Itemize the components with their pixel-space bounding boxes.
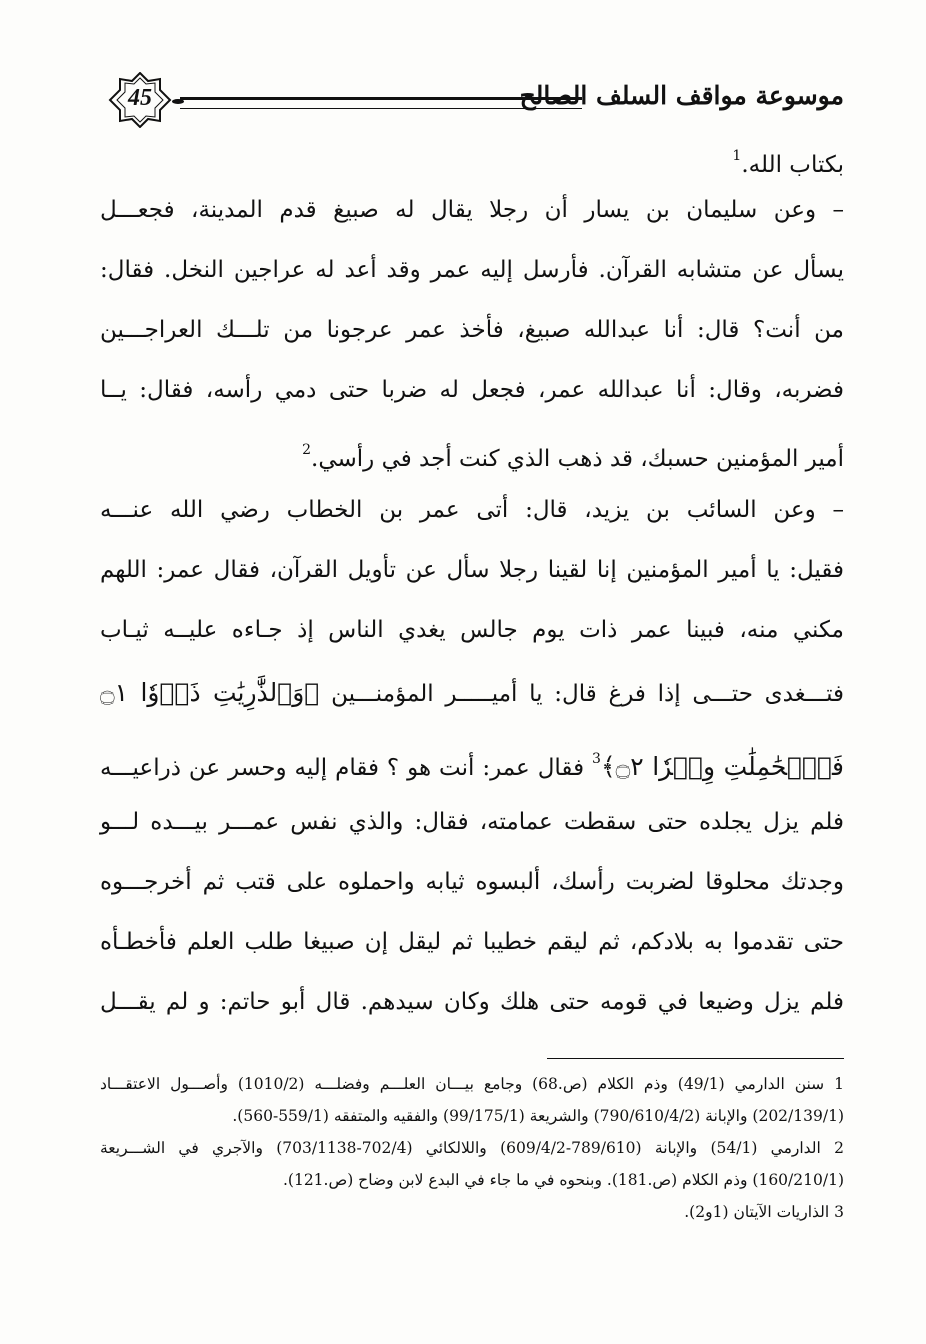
text-line: أمير المؤمنين حسبك، قد ذهب الذي كنت أجد في رأسي.$^2$ (302, 442, 844, 472)
quran-verse: فَٱلۡحَٰمِلَٰتِ وِقۡرٗا ۝٢﴾ (600, 752, 845, 781)
footnotes (100, 1068, 844, 1228)
footnote-line: (202/139/1) والإبانة (790/610/4/2) والشريعة (99/175/1) والفقيه والمتفقه (559/1-560). (232, 1107, 844, 1125)
text-line: فلم يزل وضيعا في قومه حتى هلك وكان سيدهم. قال أبو حاتم: و لم يقـــل (100, 989, 844, 1015)
text-line: حتى تقدموا به بلادكم، ثم ليقم خطيبا ثم ليقل إن صبيغا طلب العلم فأخطـأه (100, 929, 844, 955)
page-header (100, 62, 844, 132)
text-line: وجدتك محلوقا لضربت رأسك، ألبسوه ثيابه واحملوه على قتب ثم أخرجـــوه (100, 869, 844, 895)
footnote-line: 1 سنن الدارمي (49/1) وذم الكلام (ص.68) وجامع بيـــان العلـــم وفضلـــه (1010/2) وأصـــول الاعتقـــاد (100, 1075, 844, 1093)
footnote-line: 3 الذاريات الآيتان (1و2). (684, 1203, 844, 1221)
footnote-ref: 1 (732, 148, 742, 164)
quran-verse: ﴿وَٱلذَّٰرِيَٰتِ ذَرۡوٗا ۝١ (100, 678, 320, 707)
text-line: – وعن سليمان بن يسار أن رجلا يقال له صبيغ قدم المدينة، فجعـــل (100, 197, 844, 223)
text-line: يسأل عن متشابه القرآن. فأرسل إليه عمر وقد أعد له عراجين النخل. فقال: (100, 257, 844, 283)
text-line: فضربه، وقال: أنا عبدالله عمر، فجعل له ضربا حتى دمي رأسه، فقال: يــا (100, 377, 844, 403)
footnote-separator (547, 1058, 844, 1059)
text-line: فلم يزل يجلده حتى سقطت عمامته، فقال: والذي نفس عمـــر بيـــده لـــو (100, 809, 844, 835)
footnote-ref: 3 (592, 751, 601, 767)
text-line: مكني منه، فبينا عمر ذات يوم جالس يغدي الناس إذ جـاءه عليــه ثيـاب (100, 617, 844, 643)
footnote-line: 2 الدارمي (54/1) والإبانة (789/610-609/4/2) واللالكائي (702/4-703/1138) والآجري في الشـــريعة (100, 1139, 844, 1157)
page-number: 45 (128, 85, 152, 111)
text-line: فقيل: يا أمير المؤمنين إنا لقينا رجلا سأل عن تأويل القرآن، فقال عمر: اللهم (100, 557, 844, 583)
text-line: من أنت؟ قال: أنا عبدالله صبيغ، فأخذ عمر عرجونا من تلـــك العراجـــين (100, 317, 844, 343)
text-line: فَٱلۡحَٰمِلَٰتِ وِقۡرٗا ۝٢﴾$^3$ فقال عمر: أنت هو ؟ فقام إليه وحسر عن ذراعيـــه (100, 751, 845, 781)
footnote-line: (160/210/1) وذم الكلام (ص.181). وبنحوه في ما جاء في البدع لابن وضاح (ص.121). (282, 1171, 844, 1189)
text-line: – وعن السائب بن يزيد، قال: أتى عمر بن الخطاب رضي الله عنـــه (100, 497, 844, 523)
text-line: بكتاب الله.$^1$ (732, 148, 844, 178)
main-text (100, 132, 844, 1032)
page-number-badge (108, 72, 172, 128)
text-line: فتـــغدى حتـــى إذا فرغ قال: يا أميـــــر المؤمنـــين ﴿وَٱلذَّٰرِيَٰتِ ذَرۡوٗا ۝١ (100, 678, 845, 707)
series-title: موسوعة مواقف السلف الصالح (519, 81, 844, 110)
footnote-ref: 2 (302, 442, 312, 458)
